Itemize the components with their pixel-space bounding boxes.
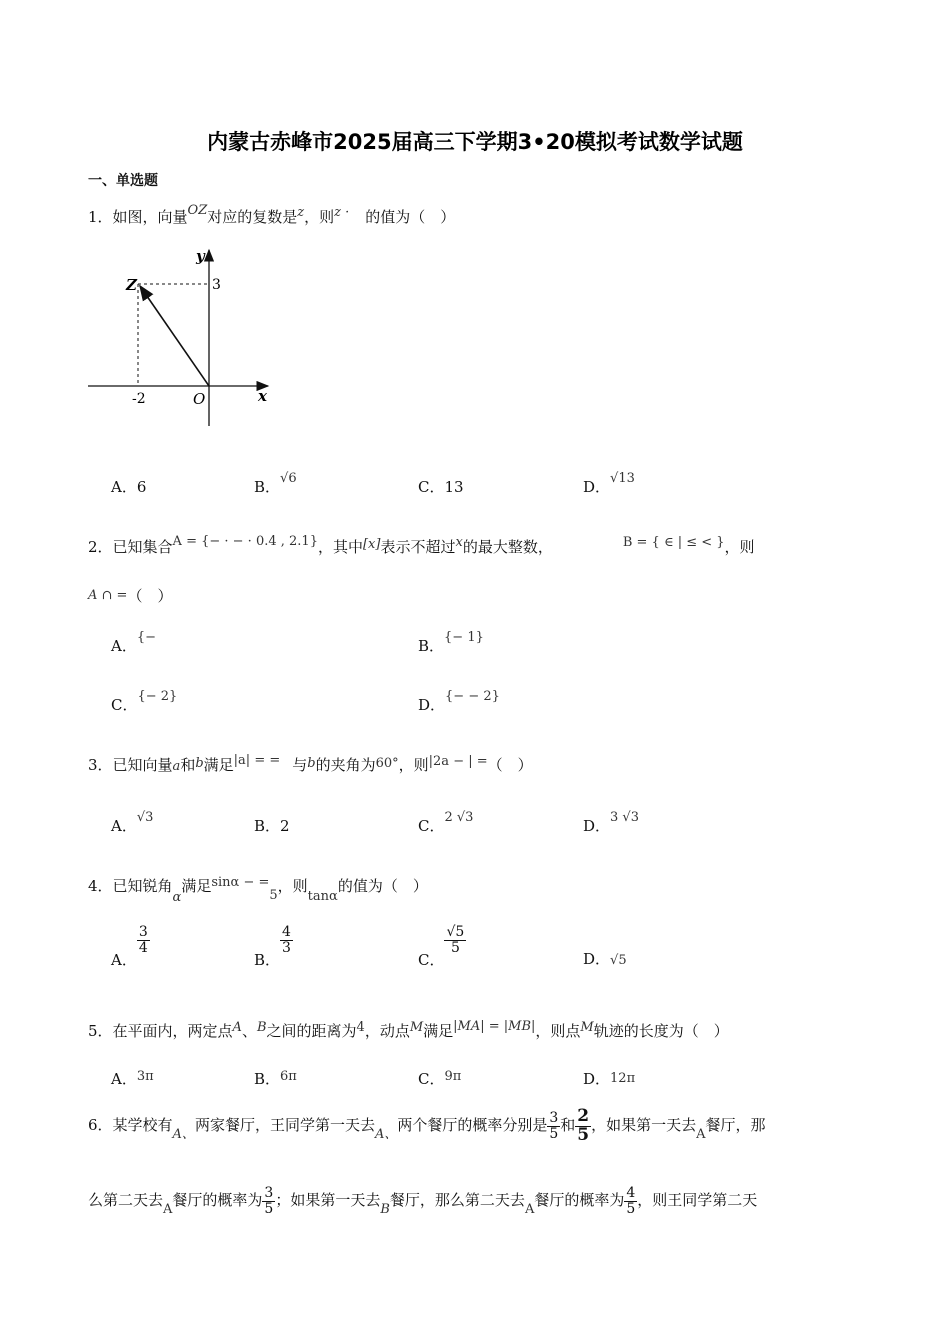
q6-a2: A、 — [374, 1127, 398, 1142]
question-4-stem — [88, 875, 428, 905]
q6-text-e: ，如果第一天去 — [591, 1116, 697, 1134]
option-label: A． — [111, 951, 137, 970]
q6-a3: A — [696, 1127, 706, 1142]
fraction-denominator: 5 — [450, 939, 460, 956]
section-heading-single-choice: 一、单选题 — [88, 173, 158, 189]
option-value: 6π — [280, 1069, 297, 1084]
q6-text-l: ，则王同学第二天 — [637, 1191, 758, 1209]
q5-text-b: 之间的距离为 — [266, 1022, 357, 1040]
option-label: C． — [418, 478, 445, 496]
option-value: {− — [136, 630, 157, 645]
q1-coordinate-figure — [86, 244, 276, 434]
option-label: B． — [254, 1070, 281, 1088]
option-label: A． — [111, 817, 137, 835]
q4-option-d[interactable] — [583, 948, 627, 969]
option-value: √13 — [610, 471, 635, 486]
q4-text-a: 4．已知锐角 — [88, 877, 173, 895]
q2-floor-bracket: [x] — [362, 537, 381, 552]
q3-text-and: 和 — [180, 756, 196, 774]
option-label: B． — [418, 637, 445, 655]
option-label: B． — [254, 951, 281, 970]
fraction-numerator: 3 — [549, 1109, 559, 1126]
option-label: C． — [418, 951, 445, 970]
q2-text-d: 的最大整数， — [462, 538, 553, 556]
q4-text-b: 满足 — [181, 877, 212, 895]
q6-b1: B — [380, 1202, 390, 1217]
q3-text-c: 与 — [292, 756, 308, 774]
q3-b: b — [195, 756, 204, 771]
option-label: D． — [583, 950, 611, 968]
q4-text-d: 的值为（ ） — [337, 877, 428, 895]
q6-text-j: 餐厅，那么第二天去 — [389, 1191, 525, 1209]
option-label: A． — [111, 478, 137, 496]
q1-option-a[interactable] — [111, 476, 146, 497]
q3-angle: 60° — [375, 756, 399, 771]
q3-option-b[interactable] — [254, 815, 290, 836]
option-label: D． — [583, 1070, 611, 1088]
q5-point-m2: M — [580, 1020, 594, 1035]
q1-text-b: 对应的复数是 — [207, 208, 298, 226]
fraction-denominator: 5 — [577, 1124, 590, 1145]
q6-text-c: 两个餐厅的概率分别是 — [397, 1116, 548, 1134]
q2-intersection: A ∩ = — [88, 588, 128, 603]
option-value: {− − 2} — [445, 689, 500, 704]
question-6-line1 — [88, 1100, 766, 1152]
q5-text-e: ，则点 — [535, 1022, 581, 1040]
option-label: C． — [418, 817, 445, 835]
fraction — [137, 925, 150, 955]
q1-z-product: z · — [334, 205, 350, 220]
q6-a1: A、 — [172, 1127, 195, 1142]
q5-text-d: 满足 — [423, 1022, 454, 1040]
fraction — [262, 1186, 275, 1216]
option-value: {− 2} — [137, 689, 178, 704]
point-z-label: Z — [126, 276, 137, 294]
q1-z: z — [297, 205, 305, 220]
q5-condition: |MA| = |MB| — [453, 1019, 536, 1034]
q5-distance: 4 — [356, 1020, 365, 1035]
question-2-stem — [88, 536, 755, 557]
q4-tan: tanα — [307, 889, 338, 904]
option-value: 12π — [610, 1071, 636, 1086]
q3-text-d: 的夹角为 — [315, 756, 376, 774]
q1-vector-oz: OZ — [187, 203, 208, 218]
q1-text-d: 的值为（ ） — [365, 208, 456, 226]
question-5-stem — [88, 1020, 729, 1041]
q2-paren: （ ） — [127, 587, 173, 605]
option-label: D． — [583, 817, 611, 835]
option-value: 3 √3 — [610, 810, 639, 825]
q6-text-i: ；如果第一天去 — [275, 1191, 381, 1209]
q5-option-d[interactable] — [583, 1068, 635, 1089]
fraction-denominator: 5 — [549, 1125, 559, 1142]
y-axis-label: y — [196, 247, 205, 265]
option-value: {− 1} — [444, 630, 484, 645]
option-value: 3π — [136, 1069, 154, 1084]
q1-text-c: ，则 — [304, 208, 335, 226]
q6-text-f: 餐厅，那 — [705, 1116, 766, 1134]
origin-label: O — [193, 390, 206, 408]
q3-expression: |2a − | = — [428, 754, 488, 769]
fraction-numerator: 3 — [138, 924, 148, 940]
fraction — [280, 925, 293, 955]
q4-equation: sinα − = — [211, 875, 270, 890]
q6-text-g: 么第二天去 — [88, 1191, 164, 1209]
q4-alpha: α — [172, 890, 182, 905]
q5-option-a[interactable] — [111, 1068, 154, 1089]
option-label: A． — [111, 637, 137, 655]
q5-option-b[interactable] — [254, 1068, 297, 1089]
option-label: C． — [111, 696, 138, 714]
q2-set-a: A = {− · − · 0.4 , 2.1} — [172, 534, 318, 549]
q2-option-d[interactable] — [418, 689, 500, 715]
q4-option-b[interactable] — [254, 924, 293, 970]
q6-text-k: 餐厅的概率为 — [534, 1191, 625, 1209]
q1-option-c[interactable] — [418, 476, 464, 497]
q2-text-b: ，其中 — [317, 538, 363, 556]
option-value: √5 — [610, 953, 627, 968]
question-6-line2 — [88, 1175, 757, 1227]
fraction-numerator: 4 — [626, 1184, 636, 1201]
q1-option-b[interactable] — [254, 471, 297, 497]
q6-text-h: 餐厅的概率为 — [172, 1191, 263, 1209]
option-value: 9π — [444, 1069, 462, 1084]
q3-option-a[interactable] — [111, 810, 154, 836]
q5-sep: 、 — [241, 1022, 257, 1040]
q4-option-a[interactable] — [111, 924, 150, 970]
fraction — [444, 925, 466, 955]
page-title: 内蒙古赤峰市2025届高三下学期3•20模拟考试数学试题 — [207, 130, 743, 154]
q3-option-c[interactable] — [418, 810, 474, 836]
fraction-numerator: 2 — [577, 1105, 590, 1126]
q1-text-a: 1．如图，向量 — [88, 208, 188, 226]
question-2-line2 — [88, 585, 172, 606]
option-label: D． — [418, 696, 446, 714]
q5-text-c: ，动点 — [364, 1022, 410, 1040]
q6-a5: A — [524, 1202, 535, 1217]
question-1-stem — [88, 203, 456, 227]
fraction-denominator: 5 — [626, 1200, 636, 1217]
q2-x: x — [455, 535, 463, 550]
q2-text-e: ，则 — [724, 538, 755, 556]
option-value: 2 — [280, 817, 290, 835]
q4-denominator: 5 — [269, 888, 278, 903]
q2-option-b[interactable] — [418, 630, 484, 656]
q2-text-a: 2．已知集合 — [88, 538, 173, 556]
fraction-numerator: 4 — [282, 924, 291, 940]
q5-point-a: A — [232, 1020, 242, 1035]
question-3-stem — [88, 754, 533, 775]
q6-text-b: 两家餐厅，王同学第一天去 — [194, 1116, 375, 1134]
fraction-denominator: 3 — [282, 939, 291, 956]
q3-text-e: ，则 — [398, 756, 429, 774]
x-axis-label: x — [258, 387, 267, 405]
q6-text-a: 6．某学校有 — [88, 1116, 173, 1134]
fraction — [624, 1186, 637, 1216]
q1-option-d[interactable] — [583, 471, 635, 497]
q3-a: a — [172, 759, 181, 774]
tick-label-3: 3 — [212, 277, 221, 293]
q2-set-b: B = { ∈ | ≤ < } — [622, 535, 725, 550]
q6-text-d: 和 — [560, 1116, 576, 1134]
vector-oz-arrow — [140, 286, 209, 386]
q4-text-c: ，则 — [277, 877, 308, 895]
q5-point-b: B — [256, 1020, 267, 1035]
q2-text-c: 表示不超过 — [380, 538, 456, 556]
q3-text-b: 满足 — [203, 756, 234, 774]
q3-text-a: 3．已知向量 — [88, 756, 173, 774]
option-value: 6 — [136, 478, 147, 496]
fraction-denominator: 5 — [264, 1200, 274, 1217]
q3-b2: b — [307, 756, 316, 771]
q2-option-c[interactable] — [111, 689, 178, 715]
q3-text-f: （ ） — [487, 756, 533, 774]
option-label: D． — [583, 478, 611, 496]
fraction — [575, 1105, 591, 1145]
q5-option-c[interactable] — [418, 1068, 461, 1089]
fraction — [547, 1111, 560, 1141]
fraction-numerator: √5 — [446, 924, 465, 940]
fraction-numerator: 3 — [264, 1184, 274, 1201]
option-value: √3 — [136, 810, 154, 825]
option-value: 13 — [444, 478, 464, 496]
q5-point-m: M — [409, 1020, 424, 1035]
option-value: 2 √3 — [444, 810, 474, 825]
tick-label-neg2: -2 — [132, 391, 146, 407]
option-label: C． — [418, 1070, 445, 1088]
fraction-denominator: 4 — [138, 939, 148, 956]
option-label: A． — [111, 1070, 137, 1088]
option-label: B． — [254, 817, 281, 835]
option-label: B． — [254, 478, 281, 496]
q3-option-d[interactable] — [583, 810, 639, 836]
q5-text-a: 5．在平面内，两定点 — [88, 1022, 233, 1040]
q6-a4: A — [163, 1202, 173, 1217]
q4-option-c[interactable] — [418, 924, 466, 970]
q3-condition: |a| = = — [233, 753, 281, 768]
option-value: √6 — [280, 471, 297, 486]
q5-text-f: 轨迹的长度为（ ） — [593, 1022, 729, 1040]
q2-option-a[interactable] — [111, 630, 157, 656]
